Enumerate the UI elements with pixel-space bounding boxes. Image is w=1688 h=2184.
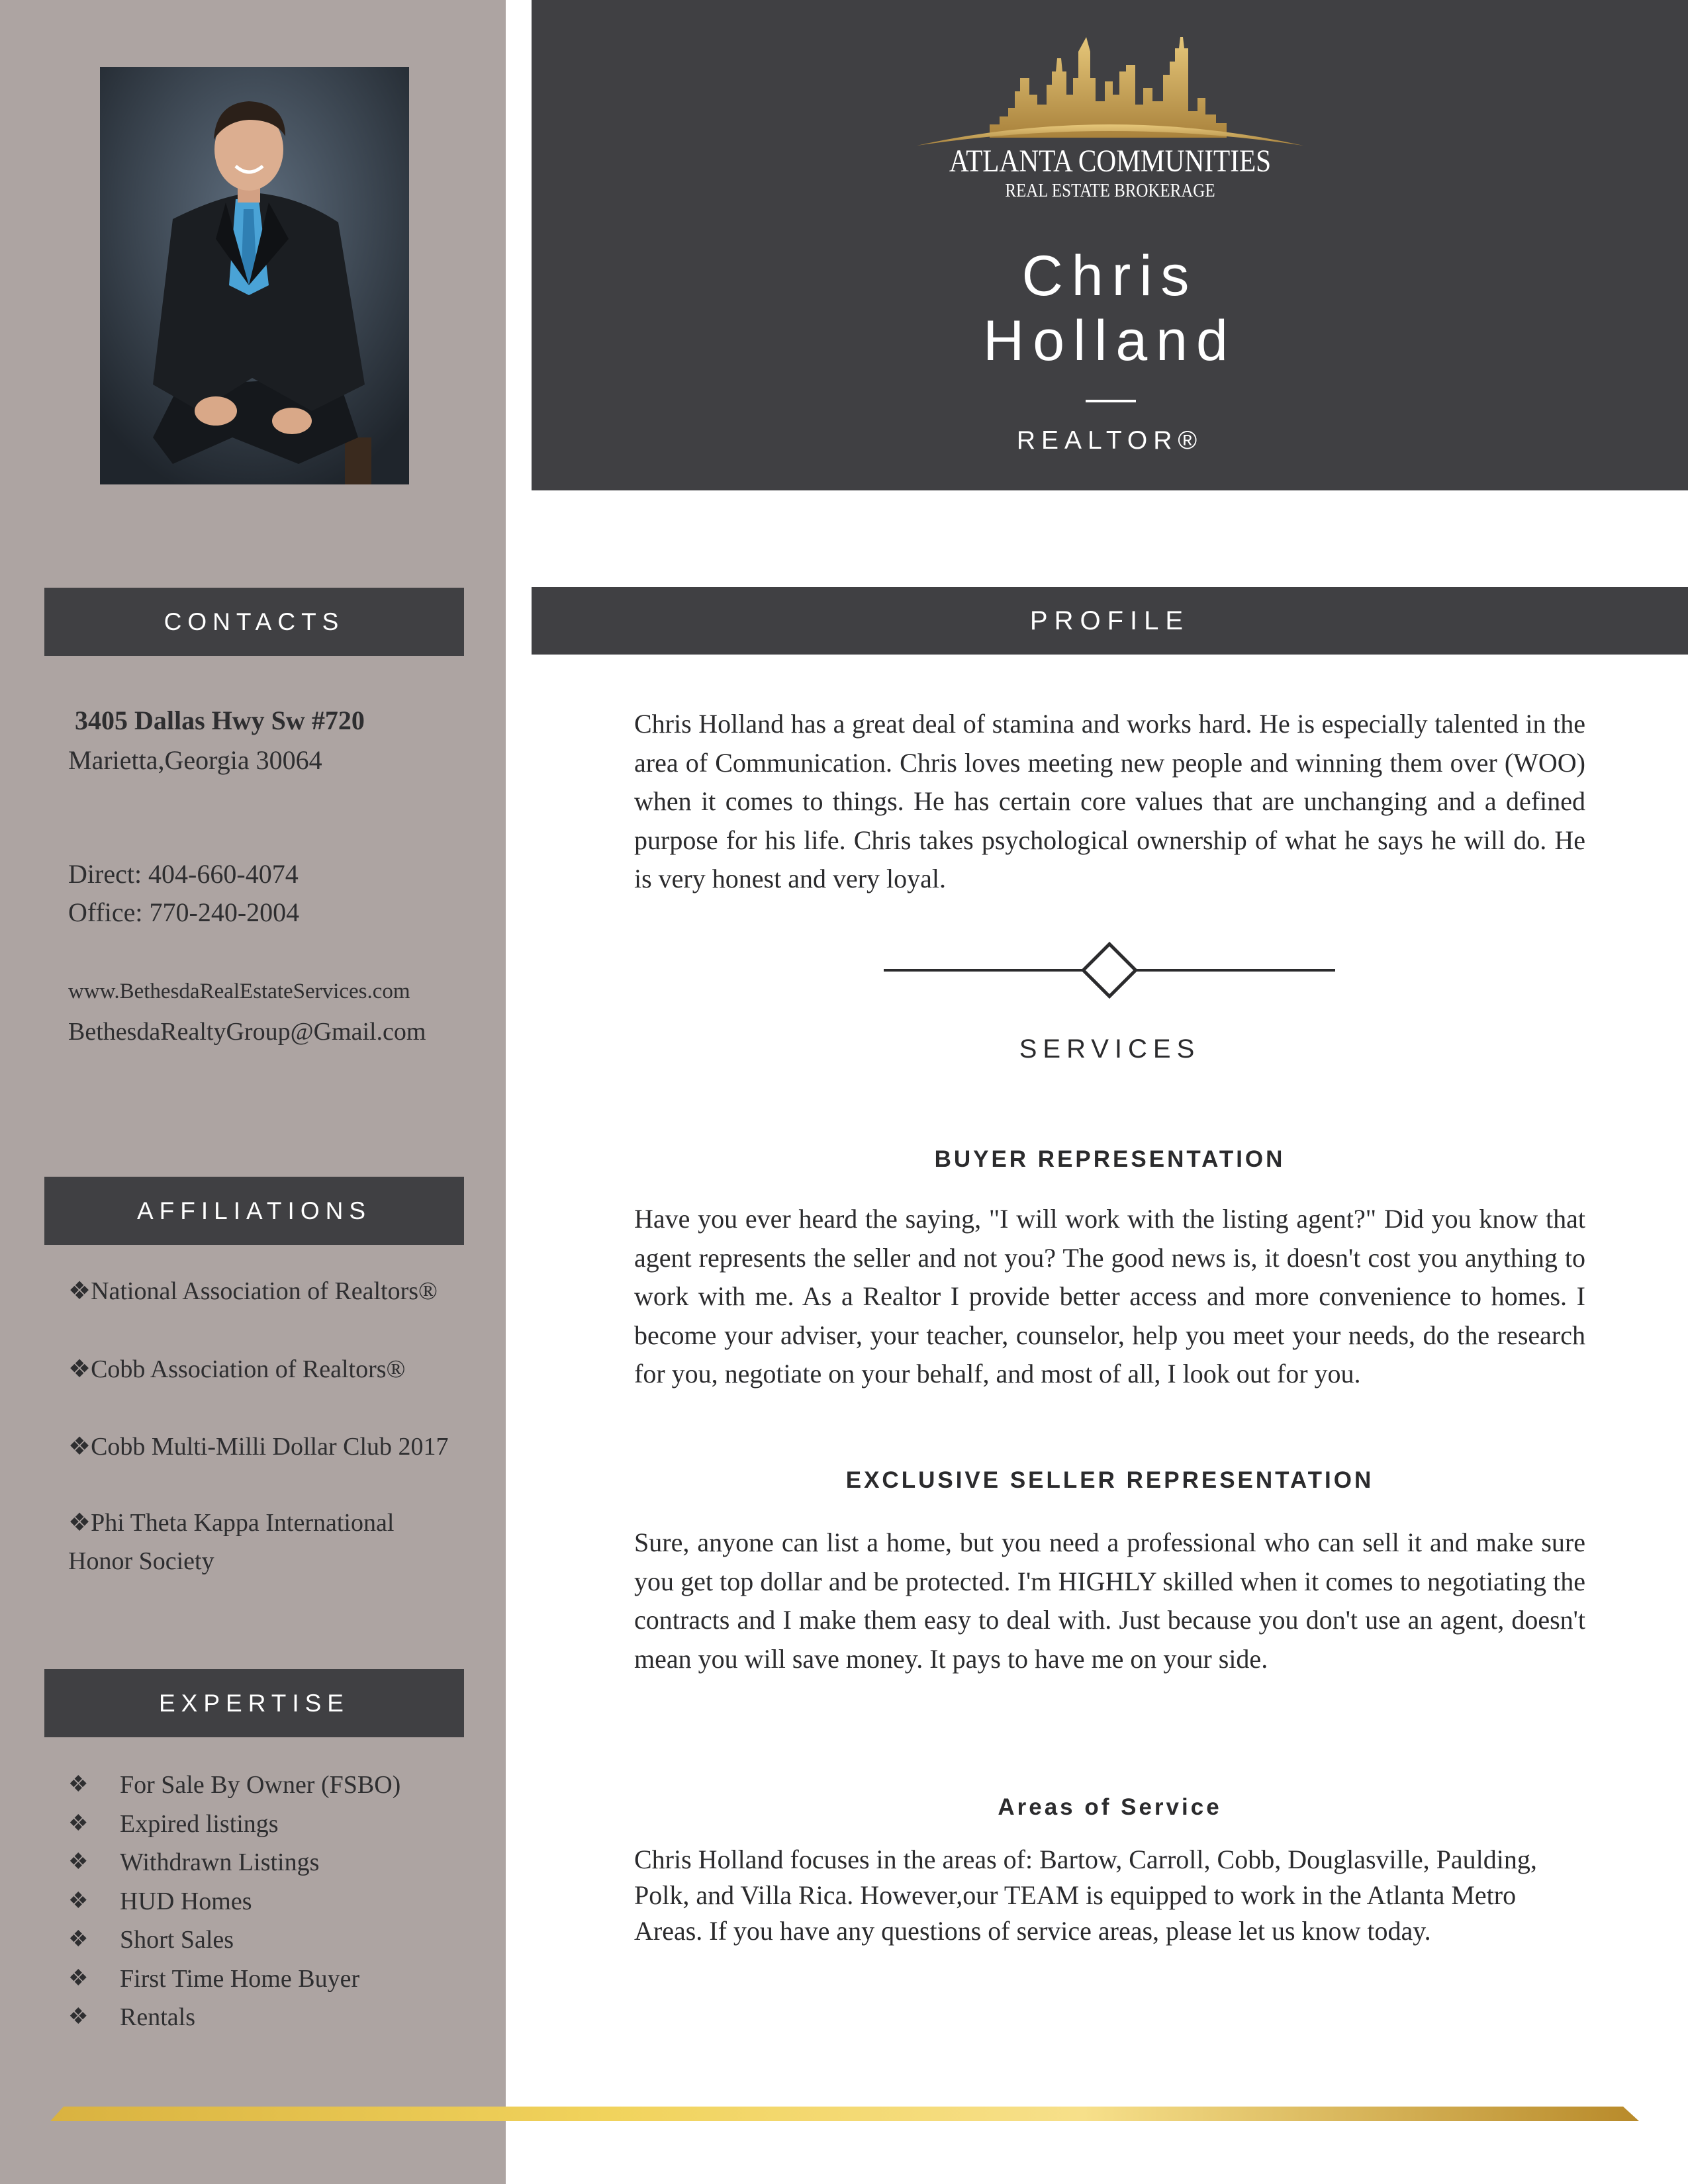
agent-role: REALTOR®	[1016, 426, 1203, 455]
expertise-label: Withdrawn Listings	[120, 1848, 320, 1876]
areas-of-service-title: Areas of Service	[998, 1794, 1222, 1820]
expertise-label: Short Sales	[120, 1926, 234, 1954]
expertise-label: Expired listings	[120, 1809, 279, 1838]
expertise-list	[68, 1766, 400, 2037]
diamond-divider-icon	[884, 940, 1335, 1000]
expertise-header: EXPERTISE	[44, 1669, 464, 1737]
affiliation-item: ❖Cobb Multi-Milli Dollar Club 2017	[68, 1433, 449, 1461]
bullet-icon: ❖	[68, 1772, 89, 1797]
list-item	[68, 1960, 400, 1999]
agent-portrait-illustration	[100, 67, 409, 484]
email-link[interactable]: BethesdaRealtyGroup@Gmail.com	[68, 1018, 426, 1046]
agent-last-name: Holland	[983, 309, 1237, 373]
office-phone[interactable]: Office: 770-240-2004	[68, 897, 300, 927]
list-item	[68, 1998, 400, 2037]
list-item	[68, 1766, 400, 1805]
contacts-header: CONTACTS	[44, 588, 464, 656]
agent-photo	[100, 67, 409, 484]
bullet-icon: ❖	[68, 1811, 89, 1836]
profile-header: PROFILE	[532, 587, 1688, 655]
name-divider	[1086, 400, 1136, 402]
seller-representation-text: Sure, anyone can list a home, but you need a professional who can sell it and make sure you get top dollar and be protected. I'm HIGHLY skilled when it comes to negotiating the contracts and I make them easy to deal with. Just because you don't use an agent, doesn't mean you will save money. It pays to have me on your side.	[634, 1527, 1585, 1674]
agent-first-name: Chris	[1021, 244, 1198, 308]
buyer-representation-text: Have you ever heard the saying, "I will work with the listing agent?" Did you know that agent represents the seller and not you? The good news is, it doesn't cost you anything to work with me. As a Realtor I provide better access and more convenience to homes. I become your adviser, your teacher, counselor, help you meet your needs, do the research for you, negotiate on your behalf, and most of all, I look out for you.	[634, 1204, 1585, 1388]
areas-of-service-text: Chris Holland focuses in the areas of: Bartow, Carroll, Cobb, Douglasville, Paulding, Polk, and Villa Rica. However,our TEAM is equipped to work in the Atlanta Metro Areas. If you have any questions of service areas, please let us know today.	[634, 1844, 1537, 1946]
website-link[interactable]: www.BethesdaRealEstateServices.com	[68, 979, 410, 1003]
direct-phone[interactable]: Direct: 404-660-4074	[68, 859, 299, 889]
seller-representation-title: EXCLUSIVE SELLER REPRESENTATION	[845, 1467, 1374, 1493]
bullet-icon: ❖	[68, 1850, 89, 1874]
expertise-label: Rentals	[120, 2003, 195, 2031]
expertise-label: HUD Homes	[120, 1887, 252, 1915]
affiliations-header: AFFILIATIONS	[44, 1177, 464, 1245]
profile-text: Chris Holland has a great deal of stamina and works hard. He is especially talented in the area of Communication. Chris loves meeting new people and winning them over (WOO) when it comes to things. He has certain core values that are unchanging and a defined purpose for his life. Chris takes psychological ownership of what he says he will do. He is very honest and very loyal.	[634, 709, 1585, 893]
logo-title: ATLANTA COMMUNITIES	[949, 144, 1272, 179]
services-title: SERVICES	[1019, 1034, 1201, 1064]
bullet-icon: ❖	[68, 1966, 89, 1991]
affiliation-item: ❖Cobb Association of Realtors®	[68, 1355, 406, 1383]
list-item	[68, 1843, 400, 1882]
bullet-icon: ❖	[68, 1927, 89, 1952]
affiliation-item: ❖National Association of Realtors®	[68, 1277, 438, 1305]
address-line1: 3405 Dallas Hwy Sw #720	[75, 705, 365, 735]
address-line2: Marietta,Georgia 30064	[68, 745, 322, 775]
affiliation-item: ❖Phi Theta Kappa International Honor Society	[68, 1509, 395, 1575]
logo-subtitle: REAL ESTATE BROKERAGE	[1005, 180, 1215, 201]
skyline-logo-icon	[917, 32, 1303, 151]
list-item	[68, 1921, 400, 1960]
list-item	[68, 1805, 400, 1844]
list-item	[68, 1882, 400, 1921]
bullet-icon: ❖	[68, 2005, 89, 2029]
buyer-representation-title: BUYER REPRESENTATION	[934, 1146, 1286, 1172]
sidebar	[0, 0, 506, 2184]
expertise-label: For Sale By Owner (FSBO)	[120, 1771, 401, 1799]
bullet-icon: ❖	[68, 1888, 89, 1913]
gold-footer-bar	[0, 2107, 1688, 2133]
expertise-label: First Time Home Buyer	[120, 1964, 360, 1993]
